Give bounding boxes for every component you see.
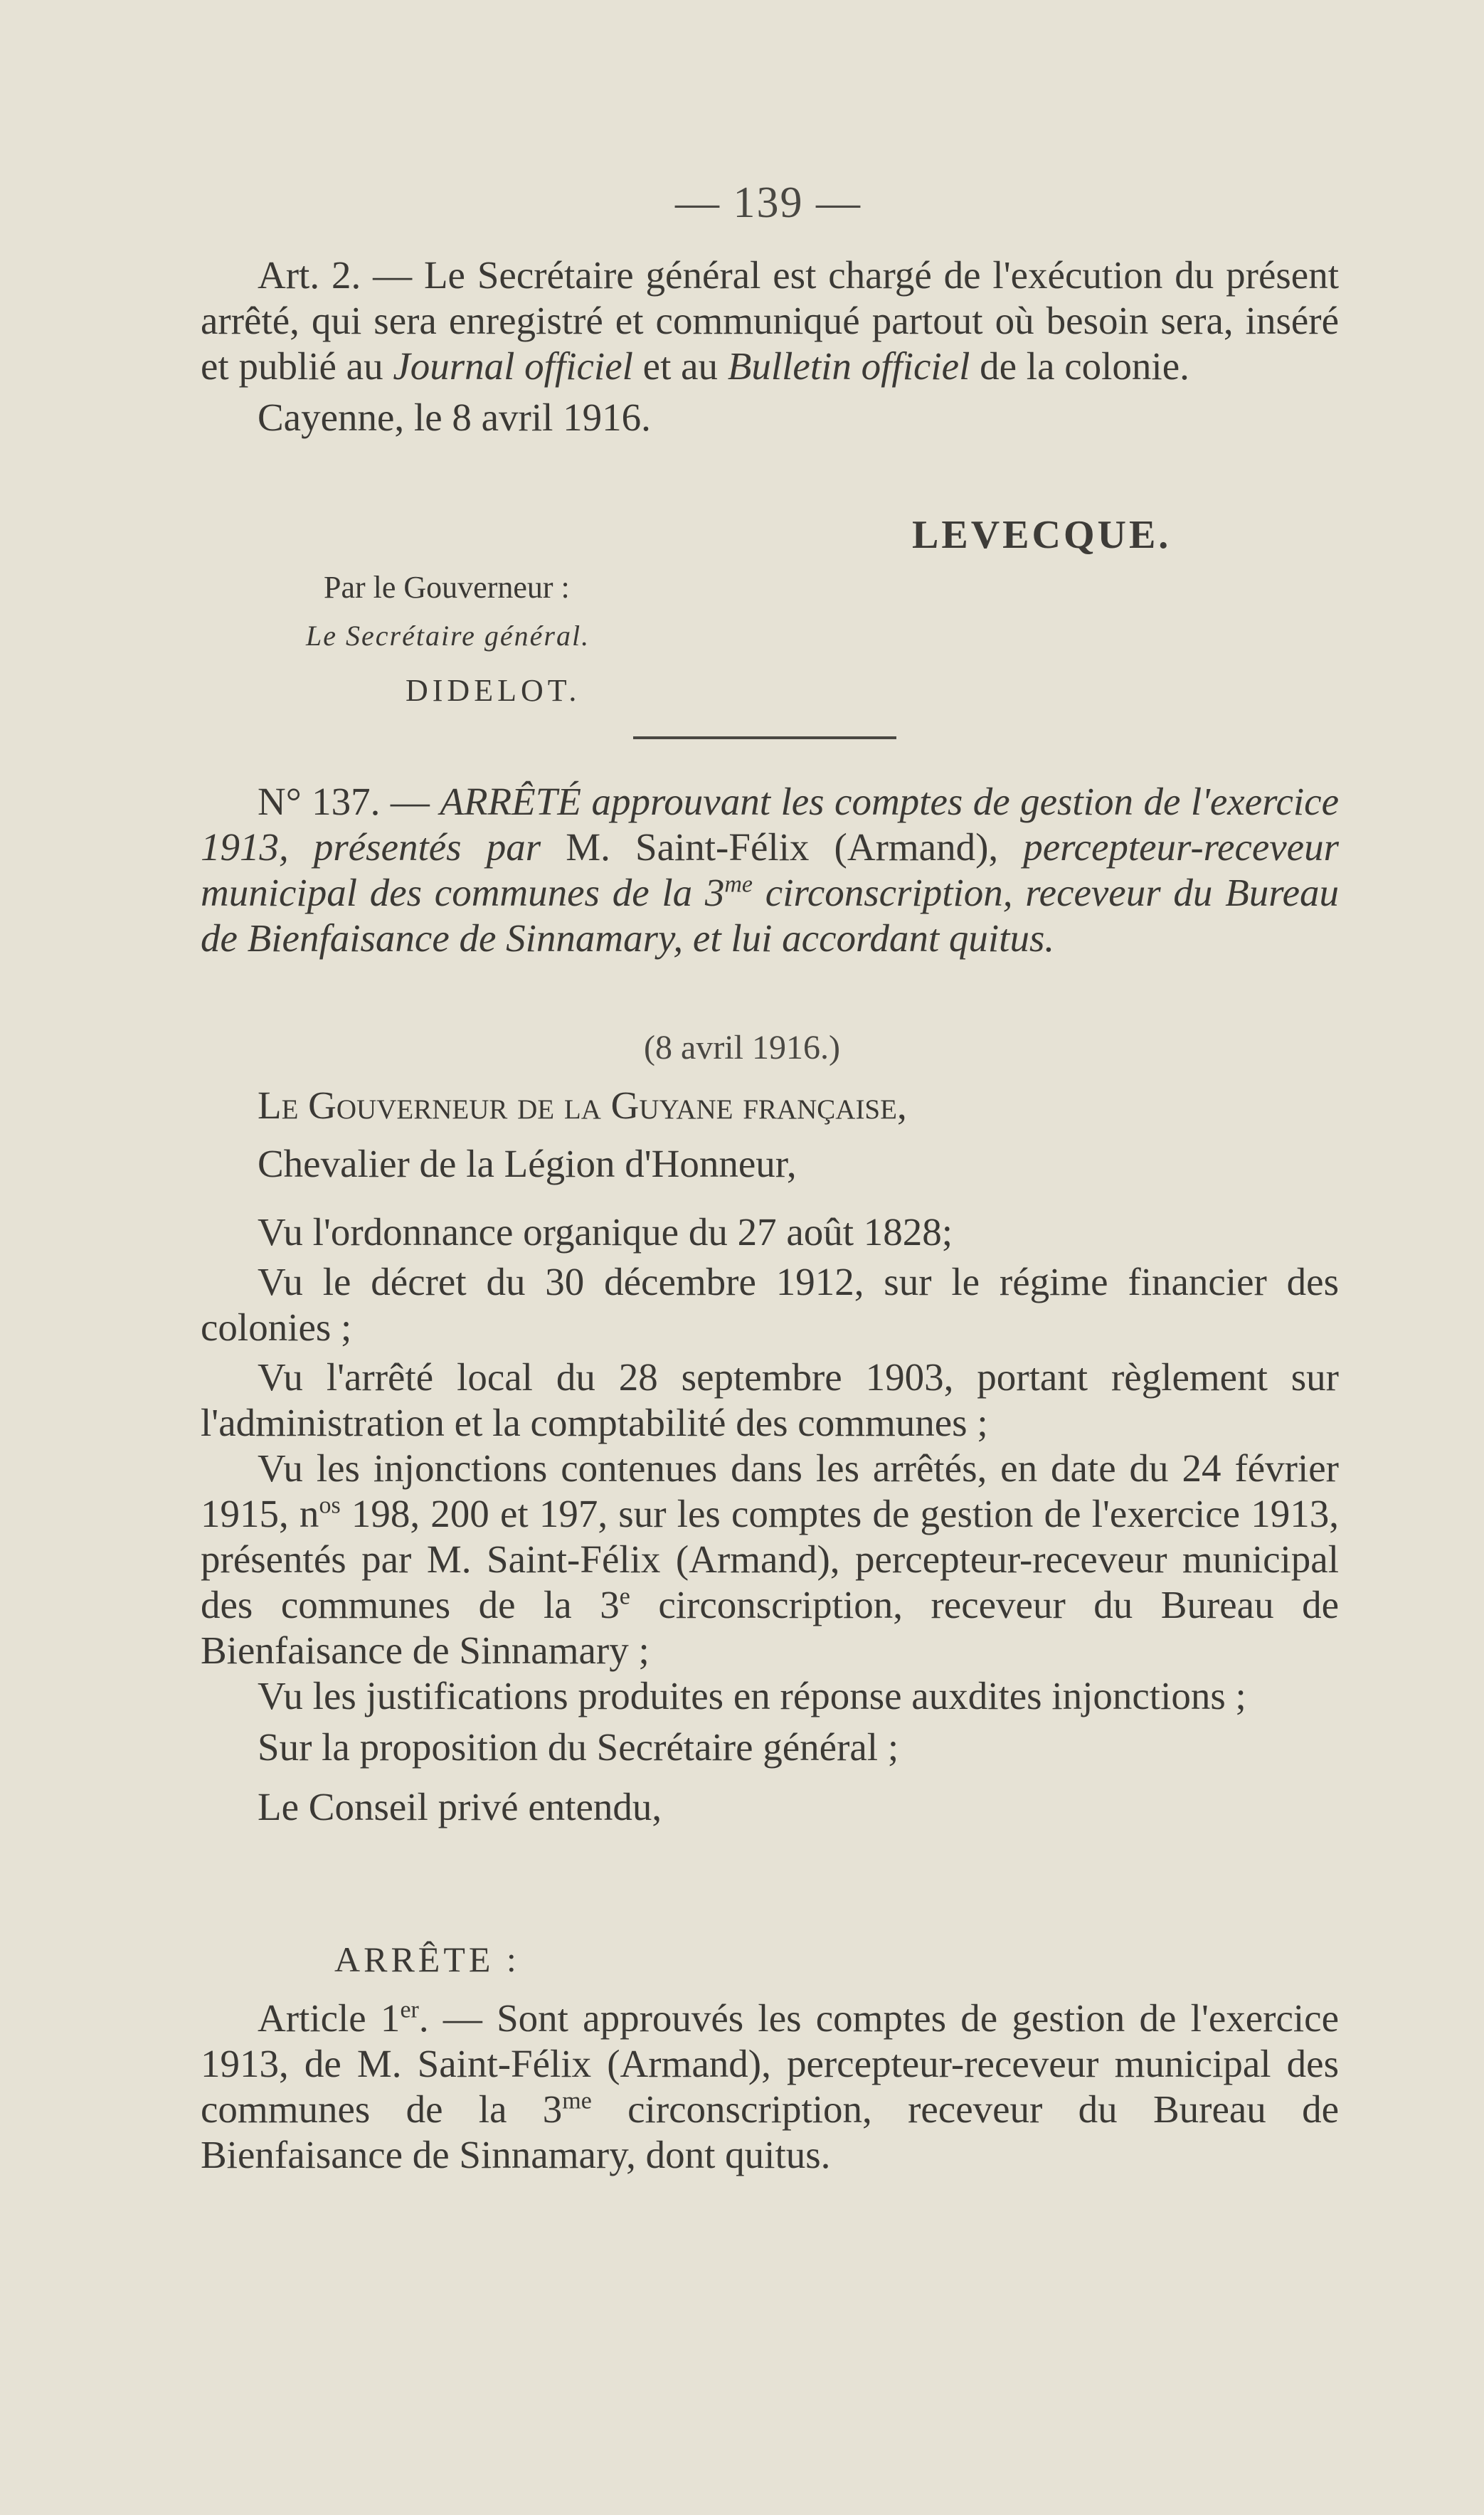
page-number: — 139 — — [675, 179, 862, 227]
journal-officiel: Journal officiel — [393, 344, 633, 388]
governor-signature: LEVECQUE. — [912, 513, 1172, 557]
bulletin-officiel: Bulletin officiel — [727, 344, 970, 388]
secretary-title: Le Secrétaire général. — [306, 620, 590, 652]
governor-line: Le Gouverneur de la Guyane française, — [258, 1084, 907, 1127]
article-2-label: Art. 2. — [258, 253, 361, 297]
article-1-text: Article 1er. — Sont approuvés les comptes de gestion de l'exercice 1913, de M. Saint-Félix (Armand), percepteur-receveur municipal des communes de la $3^{me}$ circonscription, receveur du Bureau de Bienfaisance de Sinnamary, dont quitus. — [201, 1996, 1340, 2176]
decree-date: (8 avril 1916.) — [644, 1029, 840, 1066]
vu-justifications: Vu les justifications produites en réponse auxdites injonctions ; — [258, 1674, 1246, 1717]
vu-decret: Vu le décret du 30 décembre 1912, sur le régime financier des colonies ; — [201, 1260, 1339, 1349]
vu-arrete-local: Vu l'arrêté local du 28 septembre 1903, portant règlement sur l'administration et la comptabilité des communes ; — [201, 1355, 1339, 1444]
section-divider — [633, 736, 896, 739]
person-name: M. Saint-Félix (Armand), — [566, 825, 999, 869]
secretary-name: DIDELOT. — [406, 673, 581, 708]
article-2-text: Art. 2. — Le Secrétaire général est chargé de l'exécution du présent arrêté, qui sera enregistré et communiqué partout où besoin sera, inséré et publié au Journal officiel et au Bulletin officiel de la colonie. — [201, 253, 1339, 388]
vu-ordonnance: Vu l'ordonnance organique du 27 août 1828; — [258, 1210, 953, 1254]
article-2 — [201, 253, 1339, 440]
vu-injonctions: Vu les injonctions contenues dans les arrêtés, en date du 24 février 1915, $n^{os}$ 198, 200 et 197, sur les comptes de gestion de l'exercice 1913, présentés par M. Saint-Félix (Armand), percepteur-receveur municipal des communes de la 3e circonscription, receveur du Bureau de Bienfaisance de Sinnamary ; — [201, 1446, 1340, 1672]
decree-body — [201, 1083, 1339, 1830]
by-governor: Par le Gouverneur : — [324, 570, 570, 605]
chevalier-line: Chevalier de la Légion d'Honneur, — [258, 1142, 797, 1185]
decree-number: N° 137. — [258, 780, 381, 823]
article-1-label: Article 1 — [258, 1996, 401, 2040]
decree-word: ARRÊTÉ — [440, 780, 581, 823]
decree-heading — [201, 779, 1339, 961]
article-1 — [201, 1996, 1339, 2178]
arrete-heading: ARRÊTE : — [334, 1939, 520, 1979]
sur-proposition: Sur la proposition du Secrétaire général ; — [258, 1725, 899, 1769]
decree-title: N° 137. — ARRÊTÉ approuvant les comptes de gestion de l'exercice 1913, présentés par M. Saint-Félix (Armand), percepteur-receveur municipal des communes de la $3^{me}$ circonscription, receveur du Bureau de Bienfaisance de Sinnamary, et lui accordant quitus. — [201, 780, 1340, 960]
place-date: Cayenne, le 8 avril 1916. — [258, 396, 651, 439]
conseil-entendu: Le Conseil privé entendu, — [258, 1785, 662, 1828]
